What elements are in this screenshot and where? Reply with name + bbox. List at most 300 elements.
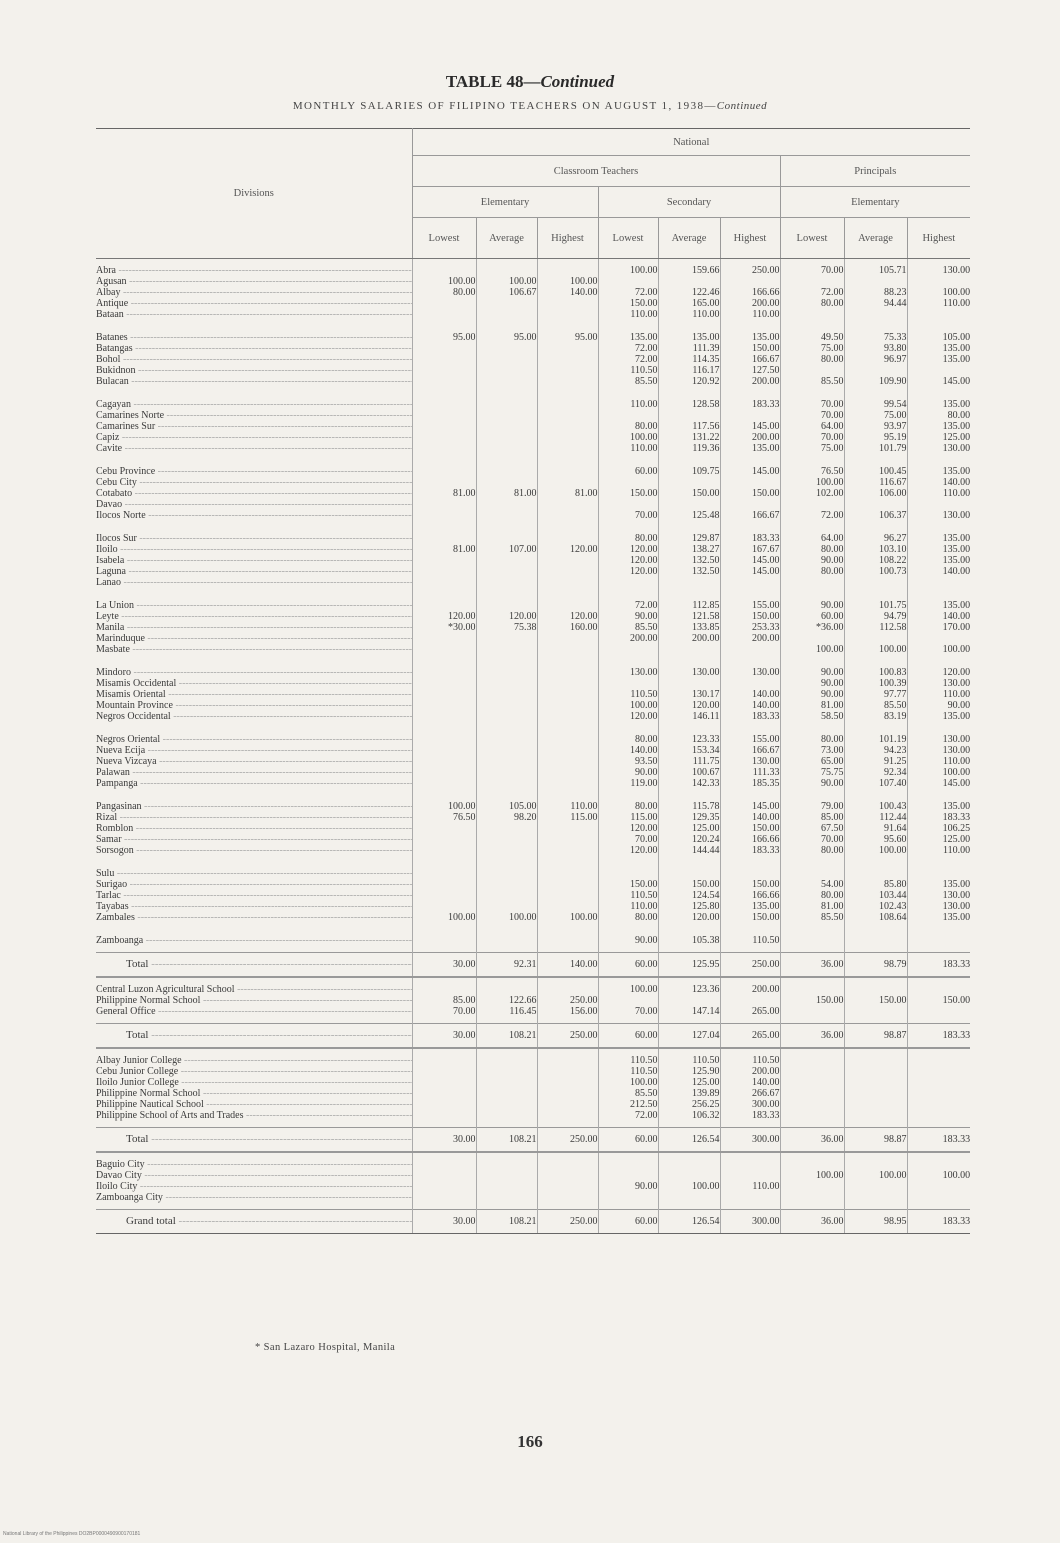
- salary-value: [477, 365, 537, 376]
- salary-cell: [907, 1048, 970, 1128]
- salary-value: 129.87: [692, 533, 720, 544]
- salary-value: [781, 1181, 844, 1192]
- salary-value: [538, 410, 598, 421]
- row-group: [96, 661, 970, 728]
- salary-value: [538, 890, 598, 901]
- salary-value: [908, 935, 971, 946]
- salary-value: [477, 510, 537, 521]
- salary-value: 132.50: [692, 566, 720, 577]
- salary-value: 85.50: [821, 376, 844, 387]
- header-lowest: Lowest: [412, 218, 476, 259]
- salary-value: 110.00: [752, 309, 780, 320]
- salary-cell: [720, 1152, 780, 1210]
- salary-value: 80.00: [635, 421, 658, 432]
- salary-cell: [412, 795, 476, 862]
- salary-value: 130.00: [692, 667, 720, 678]
- salary-value: 135.00: [942, 421, 971, 432]
- salary-value: [538, 343, 598, 354]
- salary-value: 100.00: [879, 1170, 907, 1181]
- salary-value: 135.00: [752, 332, 780, 343]
- salary-value: [477, 734, 537, 745]
- salary-cell: [780, 728, 844, 795]
- salary-cell: [476, 1152, 537, 1210]
- salary-value: 92.34: [884, 767, 907, 778]
- salary-value: [413, 778, 476, 789]
- salary-value: [781, 935, 844, 946]
- salary-value: [781, 1159, 844, 1170]
- salary-value: 125.90: [692, 1066, 720, 1077]
- salary-value: 166.67: [752, 354, 780, 365]
- salary-cell: [780, 862, 844, 929]
- salary-value: [538, 298, 598, 309]
- salary-cell: [537, 795, 598, 862]
- page-number: 166: [517, 1432, 543, 1451]
- salary-value: [477, 566, 537, 577]
- salary-value: 300.00: [752, 1216, 780, 1227]
- salary-value: 85.50: [635, 376, 658, 387]
- salary-value: [599, 644, 658, 655]
- salary-cell: [658, 594, 720, 661]
- salary-value: 120.00: [630, 845, 658, 856]
- salary-value: 70.00: [821, 410, 844, 421]
- salary-value: [538, 432, 598, 443]
- salary-value: 85.80: [884, 879, 907, 890]
- salary-value: 300.00: [752, 1134, 780, 1145]
- salary-value: [413, 1099, 476, 1110]
- salary-value: 130.00: [942, 745, 971, 756]
- salary-value: 130.00: [942, 265, 971, 276]
- salary-value: [477, 533, 537, 544]
- salary-value: 99.54: [884, 399, 907, 410]
- salary-cell: [720, 1048, 780, 1128]
- salary-value: [413, 399, 476, 410]
- salary-value: [781, 1055, 844, 1066]
- salary-value: [845, 309, 907, 320]
- row-group: [96, 393, 970, 460]
- salary-value: 90.00: [947, 700, 971, 711]
- division-label-cell: [96, 594, 412, 661]
- salary-cell: [844, 953, 907, 978]
- salary-value: 166.67: [752, 510, 780, 521]
- salary-cell: [907, 862, 970, 929]
- salary-value: 60.00: [635, 1134, 658, 1145]
- salary-value: [413, 410, 476, 421]
- header-average: Average: [658, 218, 720, 259]
- division-name: Isabela -----: [96, 555, 412, 566]
- salary-cell: [720, 594, 780, 661]
- salary-value: [413, 376, 476, 387]
- salary-value: 30.00: [453, 1030, 476, 1041]
- salary-cell: [720, 527, 780, 594]
- salary-value: [413, 1077, 476, 1088]
- salary-value: [721, 477, 780, 488]
- salary-value: [538, 767, 598, 778]
- salary-value: [538, 309, 598, 320]
- division-label-cell: [96, 393, 412, 460]
- header-classroom-teachers: Classroom Teachers: [412, 156, 780, 187]
- salary-value: 102.00: [816, 488, 844, 499]
- header-highest: Highest: [720, 218, 780, 259]
- salary-value: 120.00: [630, 711, 658, 722]
- salary-value: 80.00: [947, 410, 971, 421]
- salary-value: 100.00: [630, 984, 658, 995]
- salary-value: 135.00: [942, 354, 971, 365]
- total-row: [96, 1210, 970, 1234]
- salary-value: 200.00: [752, 984, 780, 995]
- salary-value: [413, 477, 476, 488]
- salary-value: *36.00: [816, 622, 844, 633]
- salary-value: [721, 577, 780, 588]
- salary-cell: [780, 460, 844, 527]
- salary-value: 145.00: [752, 466, 780, 477]
- salary-value: 96.97: [884, 354, 907, 365]
- salary-value: 108.21: [509, 1030, 537, 1041]
- salary-value: 183.33: [942, 959, 971, 970]
- salary-value: [845, 984, 907, 995]
- salary-value: [413, 432, 476, 443]
- salary-value: [908, 276, 971, 287]
- salary-cell: [844, 326, 907, 393]
- salary-value: 200.00: [630, 633, 658, 644]
- salary-value: 85.50: [884, 700, 907, 711]
- division-name: Samar -----: [96, 834, 412, 845]
- salary-cell: [412, 1210, 476, 1234]
- salary-value: [845, 1006, 907, 1017]
- salary-value: [538, 756, 598, 767]
- salary-value: 110.00: [942, 845, 971, 856]
- salary-value: 100.00: [879, 644, 907, 655]
- division-name: Philippine Normal School -----: [96, 1088, 412, 1099]
- salary-value: 120.00: [630, 823, 658, 834]
- salary-value: [781, 309, 844, 320]
- salary-value: [908, 1159, 971, 1170]
- salary-value: [538, 1181, 598, 1192]
- salary-cell: [720, 259, 780, 327]
- division-name: Bukidnon -----: [96, 365, 412, 376]
- division-name: Batanes -----: [96, 332, 412, 343]
- salary-value: 130.00: [942, 443, 971, 454]
- salary-value: 100.00: [630, 265, 658, 276]
- salary-value: 212.50: [630, 1099, 658, 1110]
- header-principals: Principals: [780, 156, 970, 187]
- division-name: Palawan -----: [96, 767, 412, 778]
- salary-value: 135.00: [942, 343, 971, 354]
- salary-value: 130.00: [942, 901, 971, 912]
- salary-cell: [476, 460, 537, 527]
- salary-cell: [844, 661, 907, 728]
- salary-cell: [412, 326, 476, 393]
- salary-value: [659, 678, 720, 689]
- salary-cell: [658, 326, 720, 393]
- salary-value: 166.67: [752, 745, 780, 756]
- division-name: Iloilo Junior College -----: [96, 1077, 412, 1088]
- salary-cell: [780, 1152, 844, 1210]
- salary-cell: [720, 862, 780, 929]
- salary-value: [721, 1159, 780, 1170]
- salary-value: 85.50: [635, 1088, 658, 1099]
- salary-value: [477, 1192, 537, 1203]
- salary-value: 120.00: [570, 544, 598, 555]
- salary-value: [538, 577, 598, 588]
- division-name: Nueva Ecija -----: [96, 745, 412, 756]
- salary-value: 90.00: [821, 689, 844, 700]
- salary-value: 183.33: [752, 1110, 780, 1121]
- salary-value: 130.00: [942, 734, 971, 745]
- salary-value: 110.50: [630, 890, 658, 901]
- salary-value: 122.66: [509, 995, 537, 1006]
- salary-value: 60.00: [635, 466, 658, 477]
- salary-value: [477, 466, 537, 477]
- salary-value: 125.80: [692, 901, 720, 912]
- salary-value: 135.00: [630, 332, 658, 343]
- salary-value: 135.00: [942, 879, 971, 890]
- salary-cell: [537, 393, 598, 460]
- salary-cell: [598, 862, 658, 929]
- salary-value: 93.97: [884, 421, 907, 432]
- salary-value: 80.00: [821, 544, 844, 555]
- salary-value: 70.00: [821, 399, 844, 410]
- salary-value: [781, 1088, 844, 1099]
- salary-value: 145.00: [752, 421, 780, 432]
- salary-value: 70.00: [821, 432, 844, 443]
- salary-cell: [537, 1128, 598, 1153]
- salary-cell: [476, 795, 537, 862]
- salary-value: 135.00: [942, 801, 971, 812]
- salary-value: 140.00: [942, 611, 971, 622]
- salary-value: 80.00: [821, 354, 844, 365]
- salary-value: [413, 745, 476, 756]
- salary-value: 183.33: [942, 1134, 971, 1145]
- salary-value: [538, 745, 598, 756]
- salary-value: 250.00: [570, 1216, 598, 1227]
- salary-cell: [598, 326, 658, 393]
- salary-value: [781, 276, 844, 287]
- salary-value: 80.00: [635, 533, 658, 544]
- salary-value: [538, 1159, 598, 1170]
- salary-value: 140.00: [630, 745, 658, 756]
- salary-value: [908, 633, 971, 644]
- salary-cell: [412, 259, 476, 327]
- salary-value: 200.00: [752, 633, 780, 644]
- row-group: [96, 1152, 970, 1210]
- salary-value: [538, 879, 598, 890]
- salary-value: 72.00: [635, 343, 658, 354]
- salary-value: [477, 1088, 537, 1099]
- salary-value: [477, 678, 537, 689]
- salary-value: 150.00: [752, 879, 780, 890]
- salary-value: [413, 265, 476, 276]
- salary-value: 100.45: [879, 466, 907, 477]
- salary-value: [413, 600, 476, 611]
- salary-value: [908, 1110, 971, 1121]
- salary-value: [477, 1110, 537, 1121]
- salary-cell: [658, 953, 720, 978]
- salary-value: 135.00: [942, 399, 971, 410]
- salary-value: 140.00: [570, 287, 598, 298]
- salary-value: 101.75: [879, 600, 907, 611]
- salary-value: 105.00: [509, 801, 537, 812]
- salary-cell: [476, 661, 537, 728]
- salary-value: 75.75: [821, 767, 844, 778]
- salary-cell: [907, 326, 970, 393]
- salary-value: 139.89: [692, 1088, 720, 1099]
- salary-cell: [907, 594, 970, 661]
- salary-value: [599, 477, 658, 488]
- salary-value: [845, 868, 907, 879]
- division-name: Lanao -----: [96, 577, 412, 588]
- salary-value: [659, 477, 720, 488]
- header-divisions: Divisions: [96, 129, 412, 259]
- salary-cell: [598, 393, 658, 460]
- salary-value: 80.00: [821, 566, 844, 577]
- salary-value: 256.25: [692, 1099, 720, 1110]
- salary-value: 160.00: [570, 622, 598, 633]
- salary-value: 183.33: [942, 1030, 971, 1041]
- salary-value: 80.00: [821, 845, 844, 856]
- salary-value: [538, 265, 598, 276]
- salary-value: 120.00: [448, 611, 476, 622]
- row-group: [96, 326, 970, 393]
- salary-cell: [720, 1128, 780, 1153]
- salary-value: 36.00: [821, 1216, 844, 1227]
- salary-value: [781, 499, 844, 510]
- salary-value: 150.00: [630, 298, 658, 309]
- salary-cell: [907, 661, 970, 728]
- salary-value: 58.50: [821, 711, 844, 722]
- salary-cell: [412, 953, 476, 978]
- salary-cell: [720, 1024, 780, 1049]
- salary-cell: [476, 259, 537, 327]
- table-subtitle-continued: Continued: [716, 100, 768, 112]
- salary-value: 100.00: [816, 477, 844, 488]
- salary-value: 200.00: [752, 376, 780, 387]
- salary-value: [538, 984, 598, 995]
- salary-value: 100.00: [448, 912, 476, 923]
- salary-value: 150.00: [816, 995, 844, 1006]
- salary-value: 95.00: [575, 332, 598, 343]
- salary-value: 140.00: [570, 959, 598, 970]
- salary-value: 100.00: [509, 276, 537, 287]
- salary-value: [413, 901, 476, 912]
- salary-value: [599, 499, 658, 510]
- salary-value: 125.00: [692, 1077, 720, 1088]
- salary-value: 108.21: [509, 1134, 537, 1145]
- salary-value: 116.67: [879, 477, 907, 488]
- division-name: Total -----: [126, 1134, 412, 1145]
- salary-value: [659, 644, 720, 655]
- salary-value: 100.00: [942, 1170, 971, 1181]
- division-name: Surigao -----: [96, 879, 412, 890]
- salary-cell: [907, 1210, 970, 1234]
- salary-value: 81.00: [575, 488, 598, 499]
- salary-cell: [844, 259, 907, 327]
- salary-value: [538, 700, 598, 711]
- salary-cell: [412, 393, 476, 460]
- salary-value: 183.33: [752, 399, 780, 410]
- salary-value: [721, 995, 780, 1006]
- salary-value: [781, 1110, 844, 1121]
- header-national: National: [412, 129, 970, 156]
- salary-value: 85.00: [453, 995, 476, 1006]
- salary-value: [721, 644, 780, 655]
- division-name: Batangas -----: [96, 343, 412, 354]
- salary-cell: [720, 393, 780, 460]
- salary-value: 70.00: [821, 265, 844, 276]
- salary-value: [413, 466, 476, 477]
- salary-cell: [598, 661, 658, 728]
- salary-value: 100.00: [570, 276, 598, 287]
- header-highest: Highest: [537, 218, 598, 259]
- division-name: Baguio City -----: [96, 1159, 412, 1170]
- salary-value: 200.00: [752, 1066, 780, 1077]
- salary-value: 103.10: [879, 544, 907, 555]
- salary-value: [477, 298, 537, 309]
- salary-cell: [720, 1210, 780, 1234]
- salary-value: [599, 1170, 658, 1181]
- salary-value: 115.00: [570, 812, 598, 823]
- salary-cell: [658, 393, 720, 460]
- salary-value: 81.00: [821, 901, 844, 912]
- table-subtitle-main: MONTHLY SALARIES OF FILIPINO TEACHERS ON AUGUST 1, 1938—: [292, 100, 717, 112]
- salary-value: 96.27: [884, 533, 907, 544]
- salary-value: 93.50: [635, 756, 658, 767]
- salary-value: [413, 555, 476, 566]
- salary-value: 100.00: [816, 644, 844, 655]
- salary-value: 159.66: [692, 265, 720, 276]
- salary-value: 250.00: [752, 265, 780, 276]
- salary-value: 119.36: [692, 443, 720, 454]
- salary-value: [781, 1066, 844, 1077]
- salary-value: [908, 577, 971, 588]
- salary-value: [781, 1006, 844, 1017]
- salary-value: 145.00: [942, 778, 971, 789]
- salary-cell: [907, 728, 970, 795]
- salary-value: 165.00: [692, 298, 720, 309]
- salary-value: 185.35: [752, 778, 780, 789]
- salary-cell: [720, 326, 780, 393]
- salary-cell: [780, 594, 844, 661]
- salary-value: 110.50: [630, 365, 658, 376]
- salary-value: 100.00: [448, 801, 476, 812]
- salary-cell: [537, 527, 598, 594]
- salary-value: 130.00: [942, 678, 971, 689]
- salary-value: 79.00: [821, 801, 844, 812]
- salary-value: 110.50: [752, 1055, 780, 1066]
- salary-value: [413, 1110, 476, 1121]
- row-group: [96, 862, 970, 929]
- division-name: Ilocos Norte -----: [96, 510, 412, 521]
- salary-value: 64.00: [821, 421, 844, 432]
- salary-value: 106.37: [879, 510, 907, 521]
- salary-value: 72.00: [635, 287, 658, 298]
- salary-value: [721, 410, 780, 421]
- salary-cell: [537, 326, 598, 393]
- total-row: [96, 1024, 970, 1049]
- salary-value: [413, 577, 476, 588]
- salary-value: 150.00: [630, 879, 658, 890]
- salary-value: [845, 935, 907, 946]
- division-label-cell: [96, 527, 412, 594]
- salary-value: 60.00: [635, 1216, 658, 1227]
- salary-value: [781, 1099, 844, 1110]
- salary-value: 135.00: [942, 912, 971, 923]
- salary-value: [659, 1159, 720, 1170]
- salary-value: [538, 443, 598, 454]
- salary-value: [477, 767, 537, 778]
- division-name: Cebu Junior College -----: [96, 1066, 412, 1077]
- salary-table: [96, 128, 970, 1234]
- salary-value: 81.00: [453, 488, 476, 499]
